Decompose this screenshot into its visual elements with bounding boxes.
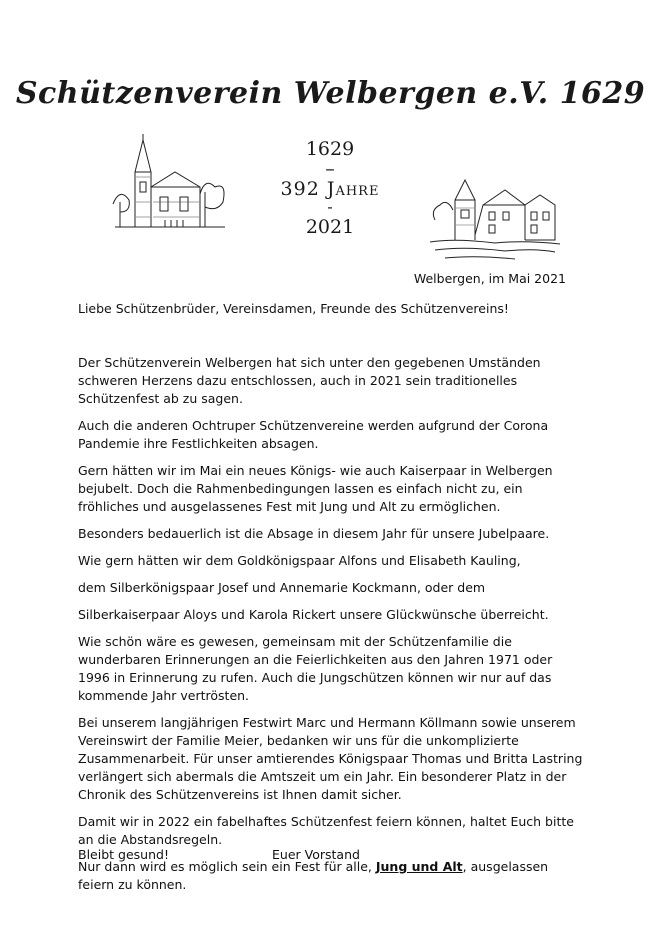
- divider-dash: –: [325, 158, 335, 180]
- signature: Euer Vorstand: [272, 847, 360, 862]
- paragraph: Silberkaiserpaar Aloys und Karola Rickert unsere Glückwünsche überreicht.: [78, 607, 549, 622]
- paragraph: dem Silberkönigspaar Josef und Annemarie Kockmann, oder dem: [78, 580, 486, 595]
- paragraph: Der Schützenverein Welbergen hat sich unter den gegebenen Umständen schweren Herzens dazu entschlossen, auch in 2021 sein traditionelles Schützenfest ab zu sagen.: [78, 355, 541, 406]
- paragraph: Auch die anderen Ochtruper Schützenvereine werden aufgrund der Corona Pandemie ihre Festlichkeiten absagen.: [78, 418, 549, 451]
- paragraph: Damit wir in 2022 ein fabelhaftes Schützenfest feiern können, haltet Euch bitte an die Abstandsregeln.: [78, 814, 574, 847]
- sign-off: Bleibt gesund!: [78, 847, 169, 862]
- place-date: Welbergen, im Mai 2021: [413, 271, 566, 286]
- paragraph: Wie gern hätten wir dem Goldkönigspaar Alfons und Elisabeth Kauling,: [78, 553, 521, 568]
- paragraph: Wie schön wäre es gewesen, gemeinsam mit der Schützenfamilie die wunderbaren Erinnerungen an die Feierlichkeiten aus den Jahren 1971 oder 1996 in Erinnerung zu rufen. Auch die Jungschützen können wir nur auf das kommende Jahr vertrösten.: [78, 634, 553, 703]
- anniversary-label: 392 Jahre: [280, 178, 380, 200]
- church-illustration: [105, 132, 230, 232]
- closing-emphasis: Jung und Alt: [375, 859, 463, 874]
- paragraph: Besonders bedauerlich ist die Absage in diesem Jahr für unsere Jubelpaare.: [78, 526, 550, 541]
- founding-year: 1629: [305, 138, 355, 160]
- closing-suffix: , ausgelassen feiern zu können.: [78, 859, 549, 892]
- divider-dash: -: [327, 197, 333, 216]
- castle-illustration: [425, 160, 565, 270]
- current-year: 2021: [305, 216, 355, 238]
- club-title: Schützenverein Welbergen e.V. 1629: [15, 76, 646, 111]
- paragraph: Gern hätten wir im Mai ein neues Königs- wie auch Kaiserpaar in Welbergen bejubelt. Doch die Rahmenbedingungen lassen es einfach nicht zu, ein fröhliches und ausgelassenes Fest mit Jung und Alt zu ermöglichen.: [78, 463, 553, 514]
- letter-body: [78, 300, 583, 903]
- paragraph: Bei unserem langjährigen Festwirt Marc und Hermann Köllmann sowie unserem Vereinswirt der Familie Meier, bedanken wir uns für die unkomplizierte Zusammenarbeit. Für unser amtierendes Königspaar Thomas und Britta Lastring verlängert sich abermals die Amtszeit um ein Jahr. Ein besonderer Platz in der Chronik des Schützenvereins ist Ihnen damit sicher.: [78, 715, 583, 802]
- closing-prefix: Nur dann wird es möglich sein ein Fest für alle,: [78, 859, 376, 874]
- greeting: Liebe Schützenbrüder, Vereinsdamen, Freunde des Schützenvereins!: [78, 301, 509, 316]
- closing-paragraph: [78, 858, 583, 894]
